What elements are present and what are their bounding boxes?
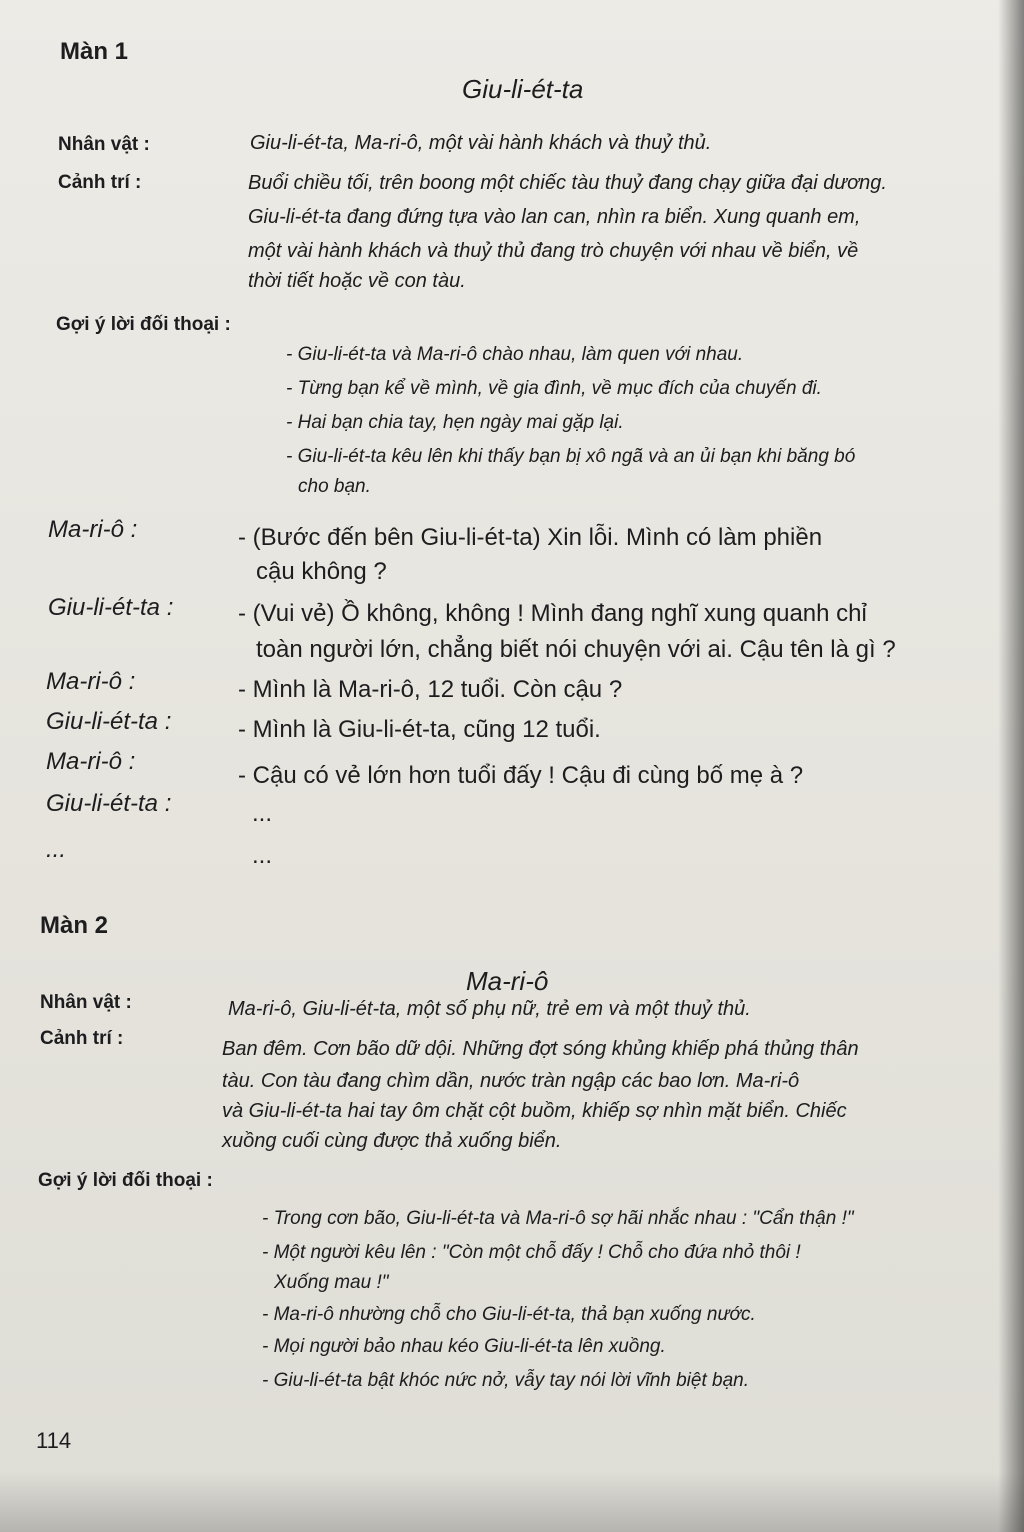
scene2-hint: - Trong cơn bão, Giu-li-ét-ta và Ma-ri-ô sợ hãi nhắc nhau : "Cẩn thận !" xyxy=(262,1208,854,1229)
dialogue-line: - Mình là Giu-li-ét-ta, cũng 12 tuổi. xyxy=(238,716,601,743)
dialogue-line: - (Bước đến bên Giu-li-ét-ta) Xin lỗi. Mình có làm phiền xyxy=(238,524,823,551)
dialogue-speaker: Giu-li-ét-ta : xyxy=(46,790,172,817)
dialogue-line: ... xyxy=(252,800,273,827)
dialogue-line: - Cậu có vẻ lớn hơn tuổi đấy ! Cậu đi cùng bố mẹ à ? xyxy=(238,762,804,789)
dialogue-speaker: Ma-ri-ô : xyxy=(46,748,136,775)
scene2-characters-label: Nhân vật : xyxy=(40,992,132,1013)
scene1-setting-line: một vài hành khách và thuỷ thủ đang trò chuyện với nhau về biển, về xyxy=(248,240,859,262)
dialogue-speaker: Giu-li-ét-ta : xyxy=(48,594,174,621)
scene2-hint: - Giu-li-ét-ta bật khóc nức nở, vẫy tay nói lời vĩnh biệt bạn. xyxy=(262,1370,750,1391)
page-number: 114 xyxy=(36,1428,72,1453)
scene1-setting-line: Giu-li-ét-ta đang đứng tựa vào lan can, nhìn ra biển. Xung quanh em, xyxy=(248,206,861,228)
scene1-hint: - Hai bạn chia tay, hẹn ngày mai gặp lại. xyxy=(286,412,624,433)
scene2-setting-line: và Giu-li-ét-ta hai tay ôm chặt cột buồm, khiếp sợ nhìn mặt biển. Chiếc xyxy=(222,1100,847,1122)
scene1-title: Giu-li-ét-ta xyxy=(462,74,584,104)
dialogue-line: ... xyxy=(252,842,273,869)
scene2-heading: Màn 2 xyxy=(40,912,109,939)
book-spine-shadow xyxy=(998,0,1024,1532)
scene2-hint: - Một người kêu lên : "Còn một chỗ đấy ! Chỗ cho đứa nhỏ thôi ! xyxy=(262,1242,801,1263)
scene2-setting-line: Ban đêm. Cơn bão dữ dội. Những đợt sóng khủng khiếp phá thủng thân xyxy=(222,1038,859,1060)
dialogue-line: toàn người lớn, chẳng biết nói chuyện với ai. Cậu tên là gì ? xyxy=(256,636,896,663)
scene1-heading: Màn 1 xyxy=(60,38,129,65)
dialogue-speaker: Giu-li-ét-ta : xyxy=(46,708,172,735)
scene1-setting-label: Cảnh trí : xyxy=(58,172,142,193)
scene1-characters-text: Giu-li-ét-ta, Ma-ri-ô, một vài hành khách và thuỷ thủ. xyxy=(250,132,712,154)
dialogue-speaker: ... xyxy=(46,836,67,863)
scene2-characters-text: Ma-ri-ô, Giu-li-ét-ta, một số phụ nữ, trẻ em và một thuỷ thủ. xyxy=(228,998,751,1020)
scene2-setting-label: Cảnh trí : xyxy=(40,1028,124,1049)
scene2-hint: - Ma-ri-ô nhường chỗ cho Giu-li-ét-ta, thả bạn xuống nước. xyxy=(262,1304,756,1325)
scene2-hint: Xuống mau !" xyxy=(274,1272,389,1293)
dialogue-line: - (Vui vẻ) Ồ không, không ! Mình đang nghĩ xung quanh chỉ xyxy=(238,600,867,627)
scene1-hint: - Từng bạn kể về mình, về gia đình, về mục đích của chuyến đi. xyxy=(286,378,822,399)
dialogue-speaker: Ma-ri-ô : xyxy=(48,516,138,543)
page-bottom-shadow xyxy=(0,1472,1024,1532)
scene1-hints-label: Gợi ý lời đối thoại : xyxy=(56,314,231,335)
scene2-hints-label: Gợi ý lời đối thoại : xyxy=(38,1170,213,1191)
scene1-setting-line: Buổi chiều tối, trên boong một chiếc tàu thuỷ đang chạy giữa đại dương. xyxy=(248,172,887,194)
scene1-characters-label: Nhân vật : xyxy=(58,134,150,155)
scene1-hint: - Giu-li-ét-ta kêu lên khi thấy bạn bị xô ngã và an ủi bạn khi băng bó xyxy=(286,446,856,467)
scene2-setting-line: tàu. Con tàu đang chìm dần, nước tràn ngập các bao lơn. Ma-ri-ô xyxy=(222,1070,800,1092)
scene2-hint: - Mọi người bảo nhau kéo Giu-li-ét-ta lên xuồng. xyxy=(262,1336,666,1357)
scene1-hint: - Giu-li-ét-ta và Ma-ri-ô chào nhau, làm quen với nhau. xyxy=(286,344,744,365)
scene2-title: Ma-ri-ô xyxy=(466,966,549,996)
dialogue-line: cậu không ? xyxy=(256,558,387,585)
dialogue-speaker: Ma-ri-ô : xyxy=(46,668,136,695)
dialogue-line: - Mình là Ma-ri-ô, 12 tuổi. Còn cậu ? xyxy=(238,676,623,703)
scene1-hint: cho bạn. xyxy=(298,476,371,497)
scene2-setting-line: xuồng cuối cùng được thả xuống biển. xyxy=(222,1130,562,1152)
scene1-setting-line: thời tiết hoặc về con tàu. xyxy=(248,270,466,292)
